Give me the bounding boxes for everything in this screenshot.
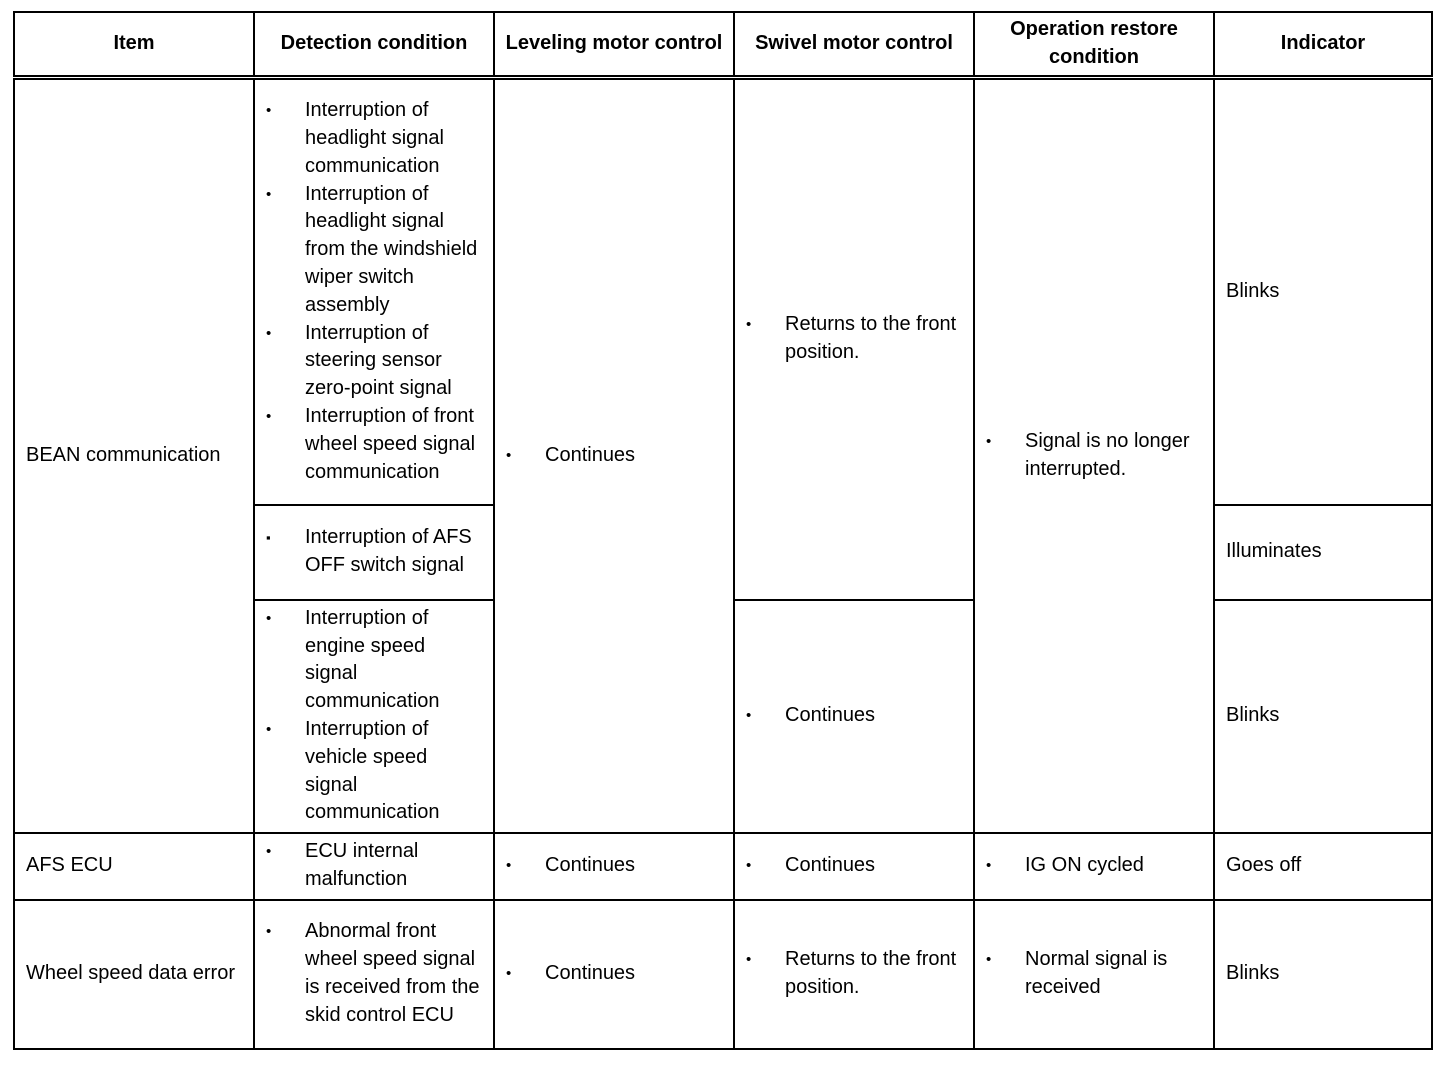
list-item: • IG ON cycled: [986, 852, 1202, 880]
restore-cell: [974, 78, 1214, 833]
list-item: • Continues: [506, 852, 722, 880]
list-item: • Interruption of vehicle speed signal communication: [266, 716, 482, 827]
list-item: • Returns to the front position.: [746, 311, 962, 367]
list-item: • ECU internal malfunction: [266, 838, 482, 894]
list-item: • Continues: [506, 960, 722, 988]
leveling-cell: [494, 900, 734, 1049]
detection-cell: [254, 900, 494, 1049]
item-cell: AFS ECU: [14, 833, 254, 900]
afs-fail-safe-table: [13, 11, 1433, 1050]
list-item: • Abnormal front wheel speed signal is received from the skid control ECU: [266, 918, 482, 1029]
item-cell: BEAN communication: [14, 78, 254, 833]
indicator-cell: Blinks: [1214, 78, 1432, 505]
leveling-cell: [494, 833, 734, 900]
list-item: • Signal is no longer interrupted.: [986, 428, 1202, 484]
swivel-cell: [734, 78, 974, 600]
list-item: • Continues: [506, 442, 722, 470]
detection-cell: [254, 78, 494, 505]
list-item: • Continues: [746, 702, 962, 730]
header-swivel-motor-control: Swivel motor control: [734, 12, 974, 78]
table-row: [14, 833, 1432, 900]
list-item: • Continues: [746, 852, 962, 880]
header-operation-restore-condition: Operation restore condition: [974, 12, 1214, 78]
list-item: • Interruption of headlight signal communication: [266, 97, 482, 180]
header-row: [14, 12, 1432, 78]
list-item: • Interruption of headlight signal from the windshield wiper switch assembly: [266, 181, 482, 320]
header-detection-condition: Detection condition: [254, 12, 494, 78]
list-item: • Interruption of front wheel speed signal communication: [266, 403, 482, 486]
list-item: • Interruption of engine speed signal communication: [266, 605, 482, 716]
table-row: [14, 78, 1432, 505]
swivel-cell: [734, 600, 974, 833]
indicator-cell: Goes off: [1214, 833, 1432, 900]
header-leveling-motor-control: Leveling motor control: [494, 12, 734, 78]
indicator-cell: Illuminates: [1214, 505, 1432, 600]
detection-cell: [254, 833, 494, 900]
header-item: Item: [14, 12, 254, 78]
indicator-cell: Blinks: [1214, 600, 1432, 833]
leveling-cell: [494, 78, 734, 833]
detection-cell: [254, 505, 494, 600]
list-item: • Interruption of steering sensor zero-point signal: [266, 320, 482, 403]
restore-cell: [974, 900, 1214, 1049]
swivel-cell: [734, 900, 974, 1049]
swivel-cell: [734, 833, 974, 900]
detection-cell: [254, 600, 494, 833]
list-item: ▪ Interruption of AFS OFF switch signal: [266, 524, 482, 580]
bullet-list: [266, 97, 482, 486]
list-item: • Normal signal is received: [986, 946, 1202, 1002]
item-cell: Wheel speed data error: [14, 900, 254, 1049]
table-row: [14, 900, 1432, 1049]
header-indicator: Indicator: [1214, 12, 1432, 78]
indicator-cell: Blinks: [1214, 900, 1432, 1049]
restore-cell: [974, 833, 1214, 900]
list-item: • Returns to the front position.: [746, 946, 962, 1002]
